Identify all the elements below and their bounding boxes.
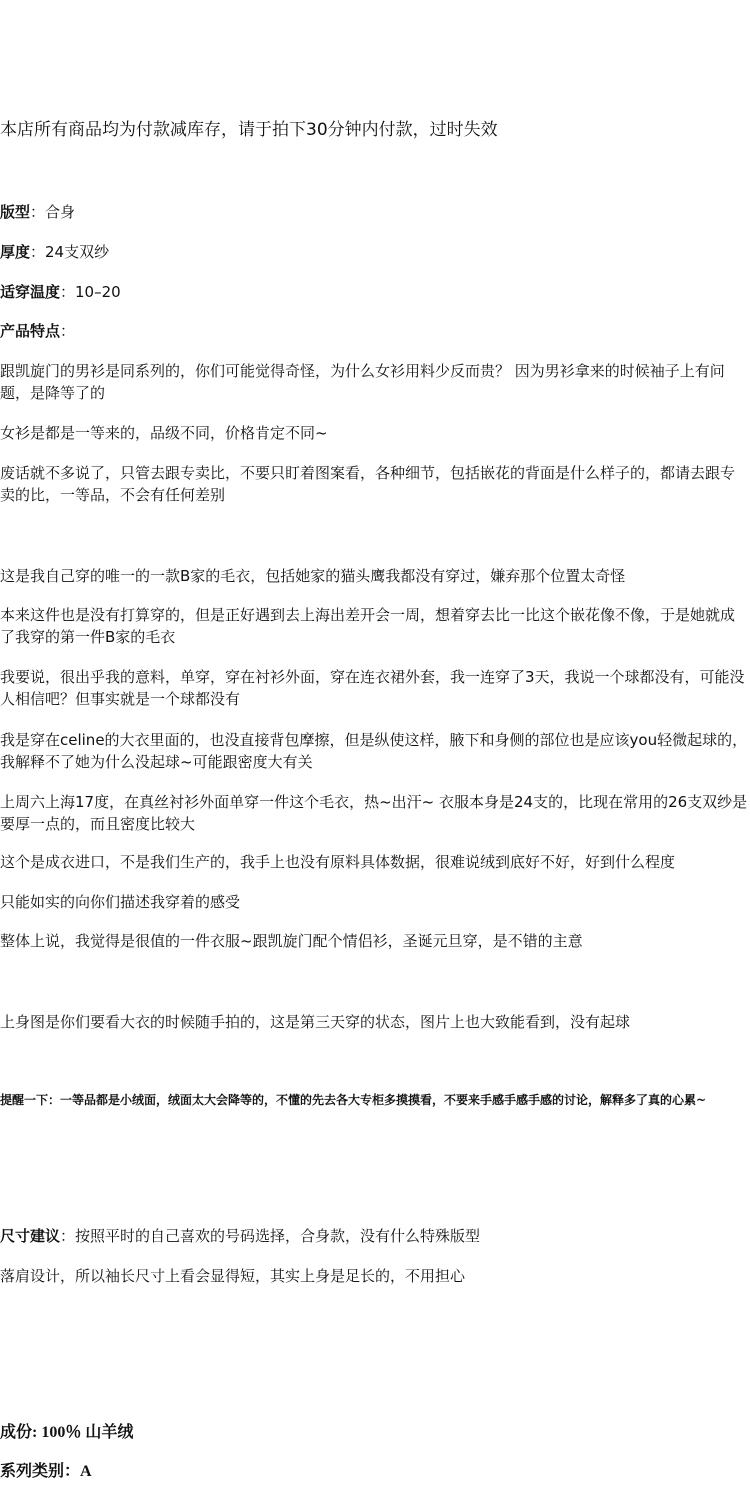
spec-fit bbox=[0, 201, 748, 223]
spec-temperature-label: 适穿温度 bbox=[0, 283, 61, 301]
spec-temperature-value: ：10–20 bbox=[60, 283, 121, 301]
material-value: 100％ 山羊绒 bbox=[37, 1424, 134, 1441]
spec-fit-value: ：合身 bbox=[30, 203, 76, 221]
material-composition bbox=[0, 1422, 748, 1444]
series-label: 系列类别： bbox=[0, 1463, 81, 1480]
spec-thickness-label: 厚度 bbox=[0, 243, 31, 261]
story-paragraph: 只能如实的向你们描述我穿着的感受 bbox=[0, 893, 241, 911]
story-paragraph: 这个是成衣进口，不是我们生产的，我手上也没有原料具体数据，很难说绒到底好不好，好到什么程度 bbox=[0, 853, 676, 871]
series-category bbox=[0, 1461, 748, 1483]
description-paragraph: 跟凯旋门的男衫是同系列的，你们可能觉得奇怪，为什么女衫用料少反而贵？ 因为男衫拿来的时候袖子上有问题，是降等了的 bbox=[0, 362, 725, 402]
size-advice-value: ：按照平时的自己喜欢的号码选择，合身款，没有什么特殊版型 bbox=[60, 1227, 481, 1245]
photo-note: 上身图是你们要看大衣的时候随手拍的，这是第三天穿的状态，图片上也大致能看到，没有起球 bbox=[0, 1013, 631, 1031]
spec-features bbox=[0, 320, 748, 342]
spec-fit-label: 版型 bbox=[0, 203, 31, 221]
series-value: A bbox=[80, 1463, 92, 1480]
spec-thickness bbox=[0, 241, 748, 263]
size-advice bbox=[0, 1225, 748, 1247]
story-paragraph: 本来这件也是没有打算穿的，但是正好遇到去上海出差开会一周，想着穿去比一比这个嵌花像不像，于是她就成了我穿的第一件B家的毛衣 bbox=[0, 606, 736, 646]
size-note: 落肩设计，所以袖长尺寸上看会显得短，其实上身是足长的，不用担心 bbox=[0, 1267, 466, 1285]
spec-thickness-value: ：24支双纱 bbox=[30, 243, 110, 261]
story-paragraph: 我要说，很出乎我的意料，单穿，穿在衬衫外面，穿在连衣裙外套，我一连穿了3天，我说一个球都没有，可能没人相信吧？但事实就是一个球都没有 bbox=[0, 668, 745, 708]
description-paragraph: 废话就不多说了，只管去跟专卖比，不要只盯着图案看，各种细节，包括嵌花的背面是什么样子的，都请去跟专卖的比，一等品，不会有任何差别 bbox=[0, 464, 736, 504]
spec-features-label: 产品特点 bbox=[0, 322, 61, 340]
payment-notice: 本店所有商品均为付款减库存，请于拍下30分钟内付款，过时失效 bbox=[0, 120, 498, 140]
material-label: 成份: bbox=[0, 1424, 38, 1441]
story-paragraph: 上周六上海17度，在真丝衬衫外面单穿一件这个毛衣，热~出汗~ 衣服本身是24支的，比现在常用的26支双纱是要厚一点的，而且密度比较大 bbox=[0, 793, 748, 833]
story-paragraph: 我是穿在celine的大衣里面的，也没直接背包摩擦，但是纵使这样，腋下和身侧的部位也是应该you轻微起球的，我解释不了她为什么没起球~可能跟密度大有关 bbox=[0, 731, 748, 771]
reminder-note: 提醒一下：一等品都是小绒面，绒面太大会降等的，不懂的先去各大专柜多摸摸看，不要来手感手感手感的讨论，解释多了真的心累~ bbox=[0, 1093, 707, 1107]
story-paragraph: 整体上说，我觉得是很值的一件衣服~跟凯旋门配个情侣衫，圣诞元旦穿，是不错的主意 bbox=[0, 932, 583, 950]
story-paragraph: 这是我自己穿的唯一的一款B家的毛衣，包括她家的猫头鹰我都没有穿过，嫌弃那个位置太奇怪 bbox=[0, 567, 626, 585]
spec-features-value: ： bbox=[60, 322, 76, 340]
size-advice-label: 尺寸建议 bbox=[0, 1227, 61, 1245]
description-paragraph: 女衫是都是一等来的，品级不同，价格肯定不同~ bbox=[0, 424, 328, 442]
spec-temperature bbox=[0, 281, 748, 303]
